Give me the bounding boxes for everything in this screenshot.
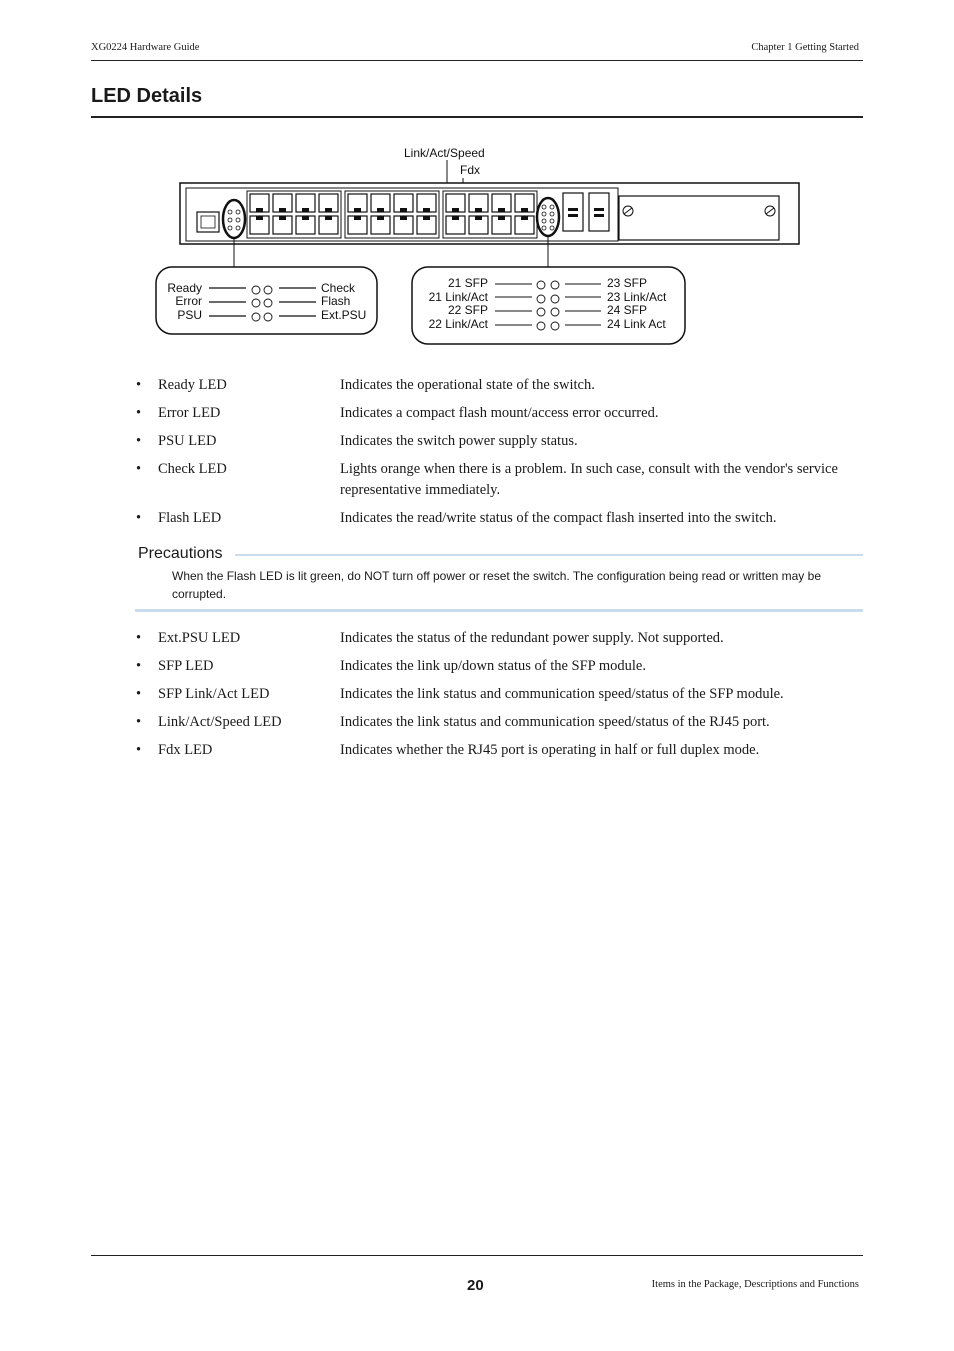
title-divider: [91, 116, 863, 118]
bullet: •: [136, 377, 142, 393]
sfp21-label: 21 SFP: [447, 276, 488, 290]
precautions-text: When the Flash LED is lit green, do NOT turn off power or reset the switch. The configuration being read or written may be corrupted.: [172, 569, 821, 601]
rj45-port-latch: [325, 208, 332, 212]
led-description: Indicates the link status and communication speed/status of the SFP module.: [340, 686, 784, 702]
led-description: Indicates the operational state of the switch.: [340, 377, 595, 393]
bullet: •: [136, 686, 142, 702]
sfp24-link-act-label: 24 Link Act: [607, 317, 666, 331]
link-act-speed-label: Link/Act/Speed: [404, 146, 485, 160]
list-item-fdx-led: [136, 740, 863, 761]
rj45-port-latch: [423, 216, 430, 220]
led-term: SFP LED: [158, 658, 214, 674]
rj45-port-latch: [452, 208, 459, 212]
rj45-port-latch: [452, 216, 459, 220]
led-term: Error LED: [158, 405, 221, 421]
bullet: •: [136, 742, 142, 758]
led-term: Ready LED: [158, 377, 227, 393]
rj45-port-latch: [400, 208, 407, 212]
rj45-port-latch: [279, 216, 286, 220]
check-led-label: Check: [321, 281, 356, 295]
header-divider: [91, 60, 863, 61]
rj45-port-latch: [354, 216, 361, 220]
led-term: PSU LED: [158, 433, 217, 449]
rj45-port-latch: [475, 208, 482, 212]
bullet: •: [136, 510, 142, 526]
led-description: Indicates whether the RJ45 port is operating in half or full duplex mode.: [340, 742, 760, 758]
sfp23-link-act-label: 23 Link/Act: [607, 290, 667, 304]
sfp21-link-act-label: 21 Link/Act: [428, 290, 488, 304]
ext-psu-led-label: Ext.PSU: [321, 308, 367, 322]
led-term: Flash LED: [158, 510, 222, 526]
sfp23-label: 23 SFP: [607, 276, 648, 290]
led-description: Indicates the switch power supply status.: [340, 433, 578, 449]
rj45-port-latch: [302, 216, 309, 220]
list-item-flash-led: [136, 508, 863, 529]
header-chapter-title: Chapter 1 Getting Started: [751, 42, 859, 53]
led-description: Indicates the link status and communication speed/status of the RJ45 port.: [340, 714, 770, 730]
sfp22-link-act-label: 22 Link/Act: [428, 317, 488, 331]
fdx-label: Fdx: [460, 163, 481, 177]
rj45-port-latch: [256, 216, 263, 220]
rj45-port-latch: [377, 208, 384, 212]
led-description: Indicates the status of the redundant power supply. Not supported.: [340, 630, 724, 646]
rj45-port-latch: [377, 216, 384, 220]
rj45-port-latch: [423, 208, 430, 212]
sfp22-label: 22 SFP: [447, 303, 488, 317]
led-term: Ext.PSU LED: [158, 630, 241, 646]
list-item-error-led: [136, 403, 863, 424]
bullet: •: [136, 658, 142, 674]
footer-section-title: Items in the Package, Descriptions and Functions: [651, 1279, 859, 1290]
led-list-primary: [136, 375, 863, 536]
switch-front-panel-diagram: [150, 140, 810, 350]
led-term: Link/Act/Speed LED: [158, 714, 282, 730]
led-description: Indicates the link up/down status of the SFP module.: [340, 658, 646, 674]
rj45-port-latch: [325, 216, 332, 220]
precautions-title: Precautions: [138, 545, 229, 563]
status-led-callout: [156, 267, 377, 334]
page-title: LED Details: [91, 85, 203, 107]
list-item-link-act-speed-led: [136, 712, 863, 733]
rj45-port-latch: [498, 208, 505, 212]
error-led-label: Error: [175, 294, 202, 308]
led-term: Fdx LED: [158, 742, 213, 758]
switch-chassis: [180, 183, 799, 244]
rj45-port-latch: [256, 208, 263, 212]
bullet: •: [136, 405, 142, 421]
led-term: Check LED: [158, 461, 227, 477]
list-item-sfp-link-act-led: [136, 684, 863, 705]
sfp24-label: 24 SFP: [607, 303, 648, 317]
precautions-bottom-rule: [135, 609, 863, 612]
rj45-port-latch: [521, 216, 528, 220]
header-document-title: XG0224 Hardware Guide: [91, 42, 200, 53]
rj45-port-latch: [354, 208, 361, 212]
list-item-check-led: [136, 459, 863, 501]
precautions-top-rule: [235, 554, 863, 556]
list-item-ext-psu-led: [136, 628, 863, 649]
led-term: SFP Link/Act LED: [158, 686, 270, 702]
bullet: •: [136, 461, 142, 477]
led-description: Lights orange when there is a problem. In such case, consult with the vendor's service representative immediately.: [340, 461, 838, 498]
rj45-port-latch: [279, 208, 286, 212]
sfp-led-callout: [412, 267, 685, 344]
led-description: Indicates a compact flash mount/access error occurred.: [340, 405, 659, 421]
rj45-port-latch: [521, 208, 528, 212]
footer-divider: [91, 1255, 863, 1256]
flash-led-label: Flash: [321, 294, 351, 308]
rj45-port-latch: [475, 216, 482, 220]
rj45-port-latch: [302, 208, 309, 212]
bullet: •: [136, 630, 142, 646]
rj45-port-latch: [498, 216, 505, 220]
rj45-port-latch: [400, 216, 407, 220]
bullet: •: [136, 433, 142, 449]
psu-led-label: PSU: [177, 308, 202, 322]
led-description: Indicates the read/write status of the compact flash inserted into the switch.: [340, 510, 777, 526]
led-list-secondary: [136, 628, 863, 768]
page-number: 20: [467, 1277, 484, 1294]
list-item-ready-led: [136, 375, 863, 396]
list-item-psu-led: [136, 431, 863, 452]
ready-led-label: Ready: [167, 281, 202, 295]
list-item-sfp-led: [136, 656, 863, 677]
bullet: •: [136, 714, 142, 730]
